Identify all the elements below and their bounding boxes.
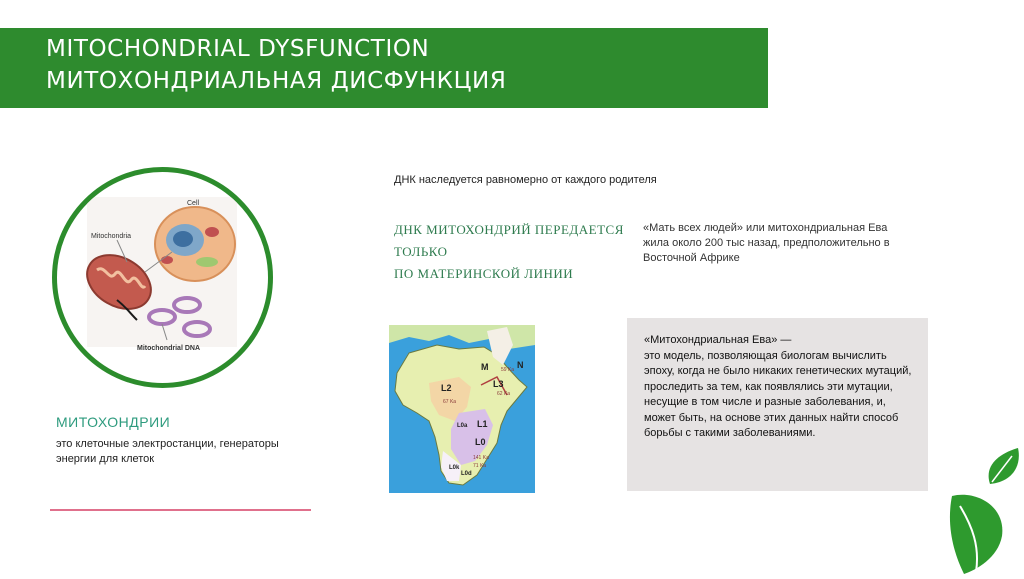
africa-migration-map xyxy=(389,325,535,493)
map-label-l0k: L0k xyxy=(449,465,460,471)
map-age-3: 62 Ka xyxy=(497,391,511,397)
map-label-l0d: L0d xyxy=(461,471,472,477)
map-age-2: 59 Ka xyxy=(501,367,515,373)
mitochondrial-dna-label: Mitochondrial DNA xyxy=(137,345,200,352)
leaf-icon xyxy=(946,446,1024,574)
mitochondria-illustration xyxy=(52,167,273,388)
map-label-l1: L1 xyxy=(477,419,488,429)
eve-box-body: это модель, позволяющая биологам вычислить эпоху, когда не было никаких генетических мутаций, проследить за тем, как появлялись эти мутации, несущие в том числе и разные заболевания, и, может быть, на основе этих данных найти способ борьбы с такими заболеваниями. xyxy=(644,349,912,439)
divider-line xyxy=(50,509,311,511)
mitochondrial-eve-text xyxy=(644,333,919,442)
maternal-line-2: ТОЛЬКО xyxy=(394,244,448,259)
title-english: MITOCHONDRIAL DYSFUNCTION xyxy=(46,36,430,62)
mitochondria-label: Mitochondria xyxy=(91,233,132,240)
maternal-line-3: ПО МАТЕРИНСКОЙ ЛИНИИ xyxy=(394,266,574,281)
mother-of-all-humans-note: «Мать всех людей» или митохондриальная Ева жила около 200 тыс назад, предположительно в Восточной Африке xyxy=(643,222,890,264)
map-label-l2: L2 xyxy=(441,383,452,393)
mitochondria-diagram xyxy=(57,172,268,383)
dna-inheritance-text: ДНК наследуется равномерно от каждого родителя xyxy=(394,174,657,186)
map-label-m: M xyxy=(481,362,489,372)
map-label-l0: L0 xyxy=(475,437,486,447)
maternal-line-heading xyxy=(394,219,634,285)
maternal-line-1: ДНК МИТОХОНДРИЙ ПЕРЕДАЕТСЯ xyxy=(394,222,624,237)
africa-map-graphic xyxy=(389,325,535,493)
map-age-1: 67 Ka xyxy=(443,399,457,405)
eve-box-title: «Митохондриальная Ева» — xyxy=(644,334,792,346)
cell-label: Cell xyxy=(187,200,200,207)
mitochondria-description: это клеточные электростанции, генераторы энергии для клеток xyxy=(56,438,279,465)
map-label-l3: L3 xyxy=(493,379,504,389)
map-label-n: N xyxy=(517,360,524,370)
map-label-l0a: L0a xyxy=(457,423,468,429)
map-age-4: 141 Ka xyxy=(473,455,489,461)
mitochondria-heading: МИТОХОНДРИИ xyxy=(56,414,171,430)
leaf-decoration xyxy=(946,446,1024,574)
map-age-5: 71 Ka xyxy=(473,463,487,469)
title-russian: МИТОХОНДРИАЛЬНАЯ ДИСФУНКЦИЯ xyxy=(46,68,507,94)
